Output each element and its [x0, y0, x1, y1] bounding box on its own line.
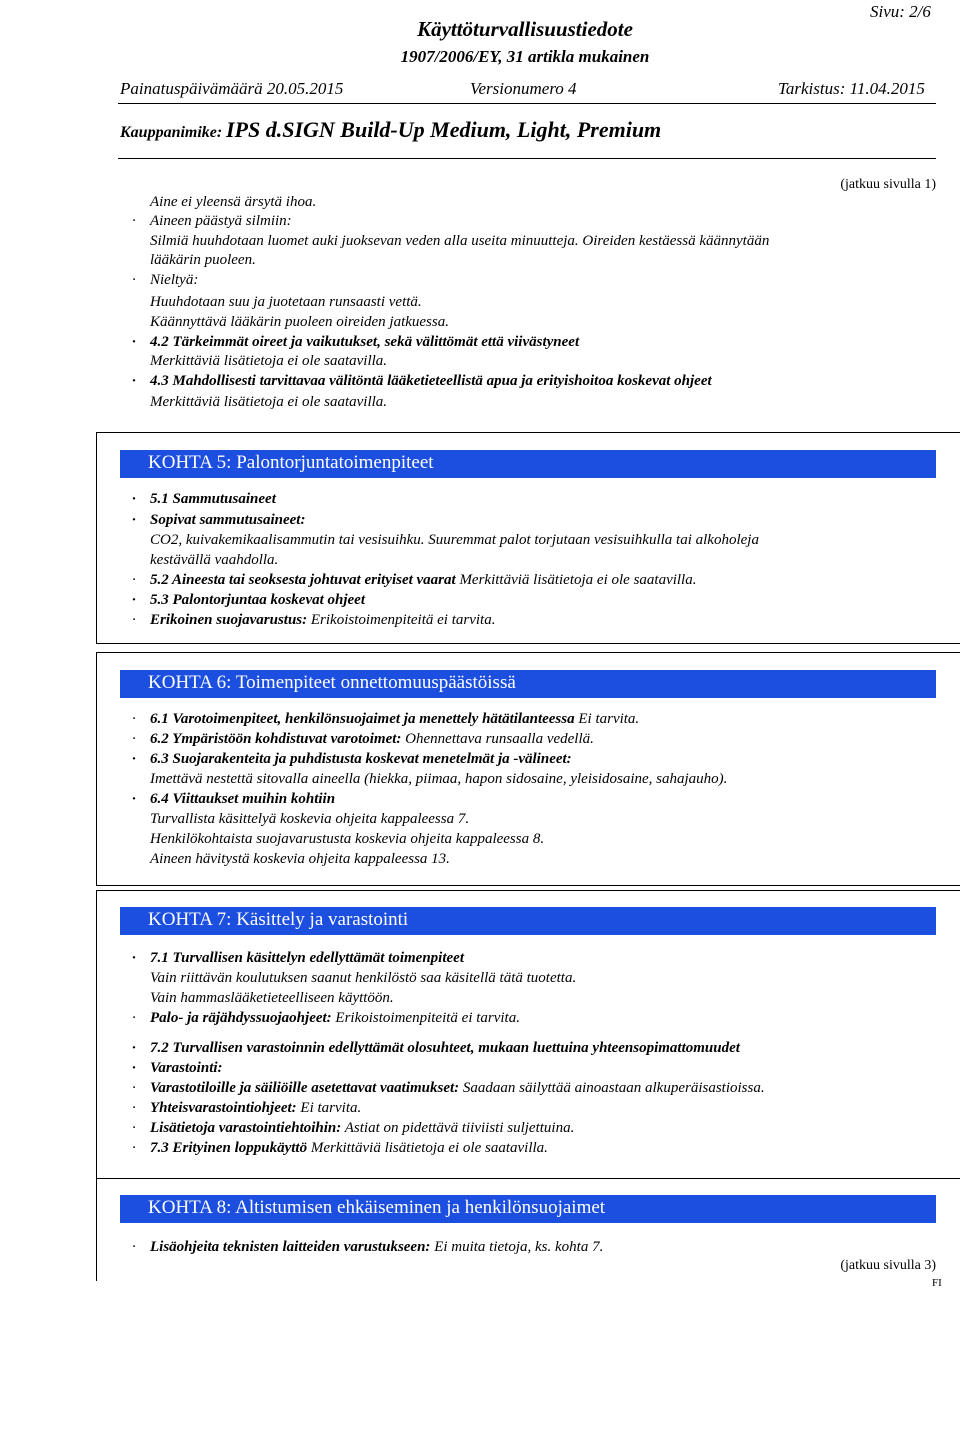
subsection-6-4-text-1: Turvallista käsittelyä koskevia ohjeita kappaleessa 7. — [150, 811, 470, 827]
page-number: Sivu: 2/6 — [870, 2, 931, 21]
eye-contact-text-1: Silmiä huuhdotaan luomet auki juoksevan veden alla useita minuutteja. Oireiden kestäessä käännytään — [150, 233, 770, 249]
eye-contact-text-2: lääkärin puoleen. — [150, 252, 256, 268]
section-5-title: KOHTA 5: Palontorjuntatoimenpiteet — [148, 452, 434, 473]
storage-extra-info: · Lisätietoja varastointiehtoihin: Astiat on pidettävä tiiviisti suljettuina. — [132, 1120, 575, 1136]
storage-label: · Varastointi: — [132, 1060, 223, 1076]
section-6-banner — [120, 670, 936, 698]
swallowing-text-2: Käännyttävä lääkärin puoleen oireiden jatkuessa. — [150, 314, 449, 330]
print-date: Painatuspäivämäärä 20.05.2015 — [120, 79, 344, 98]
fire-protection: · Palo- ja räjähdyssuojaohjeet: Erikoistoimenpiteitä ei tarvita. — [132, 1010, 520, 1026]
document-subtitle: 1907/2006/EY, 31 artikla mukainen — [400, 47, 650, 66]
subsection-7-1-text-2: Vain hammaslääketieteelliseen käyttöön. — [150, 990, 394, 1006]
technical-equipment-info: · Lisäohjeita teknisten laitteiden varustukseen: Ei muita tietoja, ks. kohta 7. — [132, 1239, 604, 1255]
header-divider — [118, 103, 936, 104]
document-title: Käyttöturvallisuustiedote — [417, 17, 633, 41]
suitable-media-text-1: CO2, kuivakemikaalisammutin tai vesisuihku. Suuremmat palot torjutaan vesisuihkulla tai alkoholeja — [150, 532, 759, 548]
revision-date: Tarkistus: 11.04.2015 — [778, 79, 925, 98]
special-ppe: · Erikoinen suojavarustus: Erikoistoimenpiteitä ei tarvita. — [132, 612, 496, 628]
subsection-6-1: · 6.1 Varotoimenpiteet, henkilönsuojaimet ja menettely hätätilanteessa Ei tarvita. — [132, 711, 640, 727]
subsection-6-4-text-2: Henkilökohtaista suojavarustusta koskevia ohjeita kappaleessa 8. — [150, 831, 545, 847]
product-label: Kauppanimike: — [120, 124, 223, 141]
subsection-7-3: · 7.3 Erityinen loppukäyttö Merkittäviä lisätietoja ei ole saatavilla. — [132, 1140, 548, 1156]
continued-to: (jatkuu sivulla 3) — [840, 1258, 936, 1273]
swallowing-text-1: Huuhdotaan suu ja juotetaan runsaasti vettä. — [150, 294, 422, 310]
subsection-4-3-label: · 4.3 Mahdollisesti tarvittavaa välitöntä lääketieteellistä apua ja erityishoitoa koskevat ohjeet — [132, 373, 712, 389]
language-code: FI — [932, 1277, 942, 1289]
suitable-media-text-2: kestävällä vaahdolla. — [150, 552, 279, 568]
section-7-title: KOHTA 7: Käsittely ja varastointi — [148, 909, 409, 930]
eye-contact-label: · Aineen päästyä silmiin: — [132, 213, 292, 229]
subsection-4-3-text: Merkittäviä lisätietoja ei ole saatavilla. — [150, 394, 388, 410]
subsection-6-4-text-3: Aineen hävitystä koskevia ohjeita kappaleessa 13. — [150, 851, 450, 867]
joint-storage: · Yhteisvarastointiohjeet: Ei tarvita. — [132, 1100, 362, 1116]
continued-from: (jatkuu sivulla 1) — [840, 177, 936, 192]
subsection-7-1-label: · 7.1 Turvallisen käsittelyn edellyttämät toimenpiteet — [132, 950, 464, 966]
swallowing-label: · Nieltyä: — [132, 272, 199, 288]
subsection-4-2-label: · 4.2 Tärkeimmät oireet ja vaikutukset, sekä välittömät että viivästyneet — [132, 334, 580, 350]
subsection-5-2: · 5.2 Aineesta tai seoksesta johtuvat erityiset vaarat Merkittäviä lisätietoja ei ole saatavilla. — [132, 572, 697, 588]
subsection-6-3-label: · 6.3 Suojarakenteita ja puhdistusta koskevat menetelmät ja -välineet: — [132, 751, 572, 767]
section-8-box — [96, 1178, 960, 1281]
subsection-4-2-text: Merkittäviä lisätietoja ei ole saatavilla. — [150, 353, 388, 369]
product-divider — [118, 158, 936, 159]
subsection-6-3-text: Imettävä nestettä sitovalla aineella (hiekka, piimaa, hapon sidosaine, yleisidosaine, sahajauho). — [150, 771, 728, 787]
storage-requirements: · Varastotiloille ja säiliöille asetettavat vaatimukset: Saadaan säilyttää ainoastaan alkuperäisastioissa. — [132, 1080, 765, 1096]
product-name-row — [120, 117, 662, 144]
skin-text: Aine ei yleensä ärsytä ihoa. — [150, 194, 317, 210]
section-7-banner — [120, 907, 936, 935]
subsection-6-2: · 6.2 Ympäristöön kohdistuvat varotoimet: Ohennettava runsaalla vedellä. — [132, 731, 594, 747]
version-number: Versionumero 4 — [470, 79, 577, 98]
subsection-7-2-label: · 7.2 Turvallisen varastoinnin edellyttämät olosuhteet, mukaan luettuina yhteensopimattomuudet — [132, 1040, 740, 1056]
section-5-banner — [120, 450, 936, 478]
product-name: IPS d.SIGN Build-Up Medium, Light, Premium — [225, 117, 662, 142]
suitable-media-label: · Sopivat sammutusaineet: — [132, 512, 306, 528]
subsection-7-1-text-1: Vain riittävän koulutuksen saanut henkilöstö saa käsitellä tätä tuotetta. — [150, 970, 577, 986]
subsection-6-4-label: · 6.4 Viittaukset muihin kohtiin — [132, 791, 336, 807]
section-8-banner — [120, 1195, 936, 1223]
section-8-title: KOHTA 8: Altistumisen ehkäiseminen ja henkilönsuojaimet — [148, 1197, 606, 1218]
section-6-title: KOHTA 6: Toimenpiteet onnettomuuspäästöissä — [148, 672, 516, 693]
subsection-5-3: · 5.3 Palontorjuntaa koskevat ohjeet — [132, 592, 366, 608]
subsection-5-1: · 5.1 Sammutusaineet — [132, 491, 276, 507]
